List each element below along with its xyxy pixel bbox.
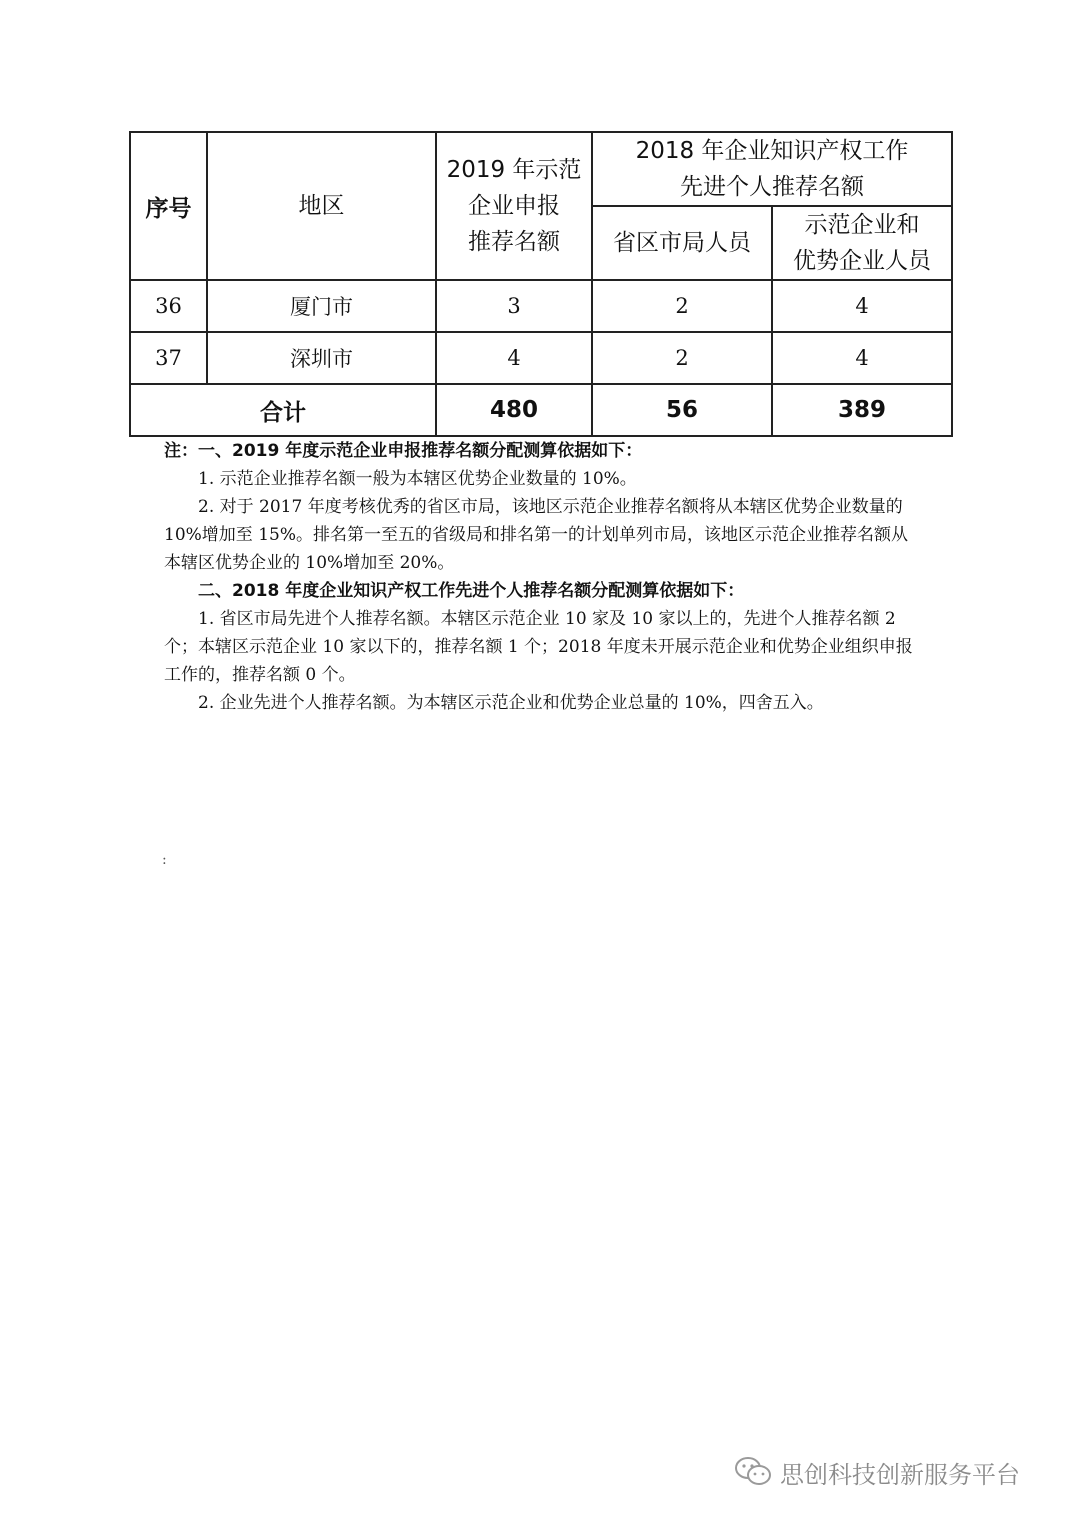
stray-mark: : (162, 852, 167, 868)
wechat-icon (734, 1456, 772, 1488)
total-enterprise: 389 (772, 384, 952, 436)
cell-seq: 37 (130, 332, 207, 384)
total-label: 合计 (130, 384, 436, 436)
header-enterprise-staff: 示范企业和 优势企业人员 (772, 206, 952, 280)
cell-region: 深圳市 (207, 332, 436, 384)
cell-enterprise: 4 (772, 332, 952, 384)
note-paragraph: 1. 省区市局先进个人推荐名额。本辖区示范企业 10 家及 10 家以上的，先进个人推荐名额 2 个；本辖区示范企业 10 家以下的，推荐名额 1 个；2018 年度未开展示范企业和优势企业组织申报工作的，推荐名额 0 个。 (164, 609, 913, 685)
header-advanced-2018: 2018 年企业知识产权工作 先进个人推荐名额 (592, 132, 952, 206)
total-provincial: 56 (592, 384, 772, 436)
header-seq: 序号 (130, 132, 207, 280)
watermark (734, 1452, 1020, 1492)
watermark-text: 思创科技创新服务平台 (780, 1460, 1020, 1489)
note-paragraph: 二、2018 年度企业知识产权工作先进个人推荐名额分配测算依据如下： (198, 581, 745, 601)
cell-demo: 4 (436, 332, 592, 384)
quota-table (129, 131, 953, 437)
header-region: 地区 (207, 132, 436, 280)
header-provincial-staff: 省区市局人员 (592, 206, 772, 280)
table-row (130, 332, 952, 384)
note-paragraph: 1. 示范企业推荐名额一般为本辖区优势企业数量的 10%。 (198, 469, 637, 489)
header-demo-quota-2019: 2019 年示范 企业申报 推荐名额 (436, 132, 592, 280)
note-paragraph: 2. 企业先进个人推荐名额。为本辖区示范企业和优势企业总量的 10%，四舍五入。 (198, 693, 824, 713)
note-paragraph: 2. 对于 2017 年度考核优秀的省区市局，该地区示范企业推荐名额将从本辖区优势企业数量的 10%增加至 15%。排名第一至五的省级局和排名第一的计划单列市局，该地区示范企业推荐名额从本辖区优势企业的 10%增加至 20%。 (164, 497, 908, 573)
cell-enterprise: 4 (772, 280, 952, 332)
total-row (130, 384, 952, 436)
cell-seq: 36 (130, 280, 207, 332)
table-row (130, 280, 952, 332)
cell-demo: 3 (436, 280, 592, 332)
cell-provincial: 2 (592, 280, 772, 332)
total-demo: 480 (436, 384, 592, 436)
note-paragraph: 注：一、2019 年度示范企业申报推荐名额分配测算依据如下： (164, 441, 643, 461)
notes-section (164, 437, 916, 717)
cell-provincial: 2 (592, 332, 772, 384)
cell-region: 厦门市 (207, 280, 436, 332)
